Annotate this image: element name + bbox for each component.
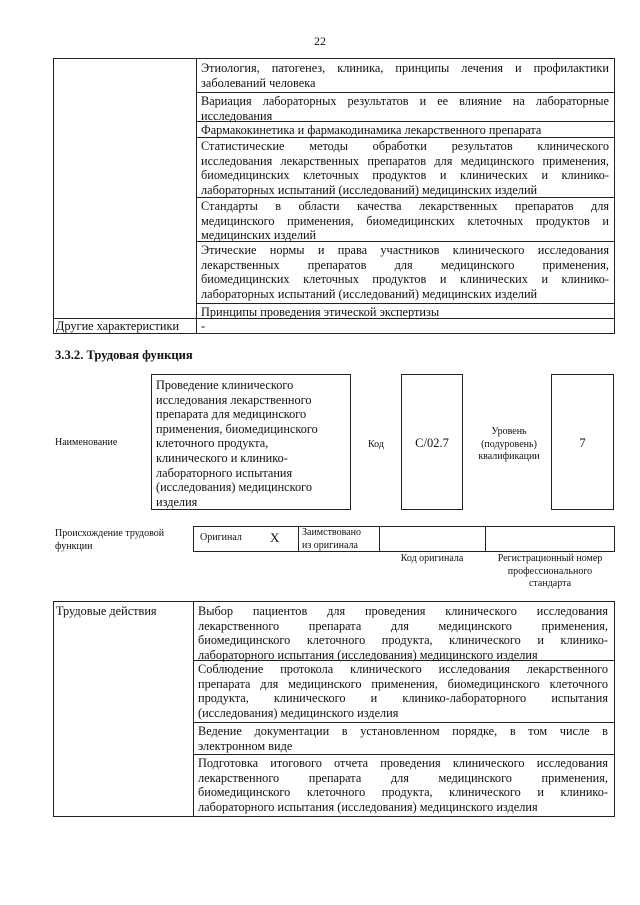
knowledge-item: Этические нормы и права участников клинического исследования лекарственных препаратов для медицинского применения, биомедицинских клеточных продуктов и клинических и клинико- лабораторных испытаний (исследований) медицинских изделий [201, 243, 609, 301]
knowledge-item: Фармакокинетика и фармакодинамика лекарственного препарата [201, 123, 542, 137]
labor-action-item: Соблюдение протокола клинического исследования лекарственного препарата для медицинского применения, биомедицинского клеточного продукта, клинического и клинико-лабораторного испытания (исследования) медицинского изделия [198, 662, 608, 720]
borrowed-label: Заимствовано из оригинала [302, 527, 361, 551]
other-characteristics-value: - [201, 319, 206, 333]
code-label: Код [368, 439, 384, 450]
original-mark: X [270, 530, 280, 545]
knowledge-item: Статистические методы обработки результатов клинического исследования лекарственных препаратов для медицинского применения, биомедицинских клеточных продуктов и клинических и клинико- лабораторных испытаний (исследований) медицинских изделий [201, 139, 609, 197]
level-value: 7 [579, 436, 586, 450]
level-label: Уровень (подуровень) квалификации [478, 426, 540, 462]
original-code-caption: Код оригинала [400, 553, 464, 564]
knowledge-item: Этиология, патогенез, клиника, принципы лечения и профилактики заболеваний человека [201, 61, 609, 90]
function-name-box: Проведение клинического исследования лекарственного препарата для медицинского применения, биомедицинского клеточного продукта, клинического и клинико- лабораторного испытания (исследования) медицинского изделия [151, 374, 351, 510]
other-characteristics-label: Другие характеристики [56, 319, 180, 333]
origin-label: Происхождение трудовой функции [55, 528, 165, 552]
original-label: Оригинал [200, 532, 242, 543]
reg-number-caption: Регистрационный номер профессионального стандарта [497, 553, 603, 589]
knowledge-item: Принципы проведения этической экспертизы [201, 305, 440, 319]
page-number: 22 [314, 34, 326, 48]
code-box [401, 374, 463, 510]
labor-action-item: Ведение документации в установленном порядке, в том числе в электронном виде [198, 724, 608, 753]
level-box [551, 374, 614, 510]
section-title: 3.3.2. Трудовая функция [55, 348, 193, 362]
labor-action-item: Выбор пациентов для проведения клинического исследования лекарственного препарата для медицинского применения, биомедицинского клеточного продукта, клинического и клинико- лабораторного испытания (исследования) медицинского изделия [198, 604, 608, 662]
labor-actions-label: Трудовые действия [56, 604, 157, 618]
labor-action-item: Подготовка итогового отчета проведения клинического исследования лекарственного препарата для медицинского применения, биомедицинского клеточного продукта, клинического и клинико- лабораторного испытания (исследования) медицинского изделия [198, 756, 608, 814]
code-value: С/02.7 [415, 436, 449, 450]
knowledge-item: Вариация лабораторных результатов и ее влияние на лабораторные исследования [201, 94, 609, 123]
knowledge-item: Стандарты в области качества лекарственных препаратов для медицинского применения, биомедицинских клеточных продуктов и медицинских изделий [201, 199, 609, 243]
name-label: Наименование [55, 437, 118, 448]
